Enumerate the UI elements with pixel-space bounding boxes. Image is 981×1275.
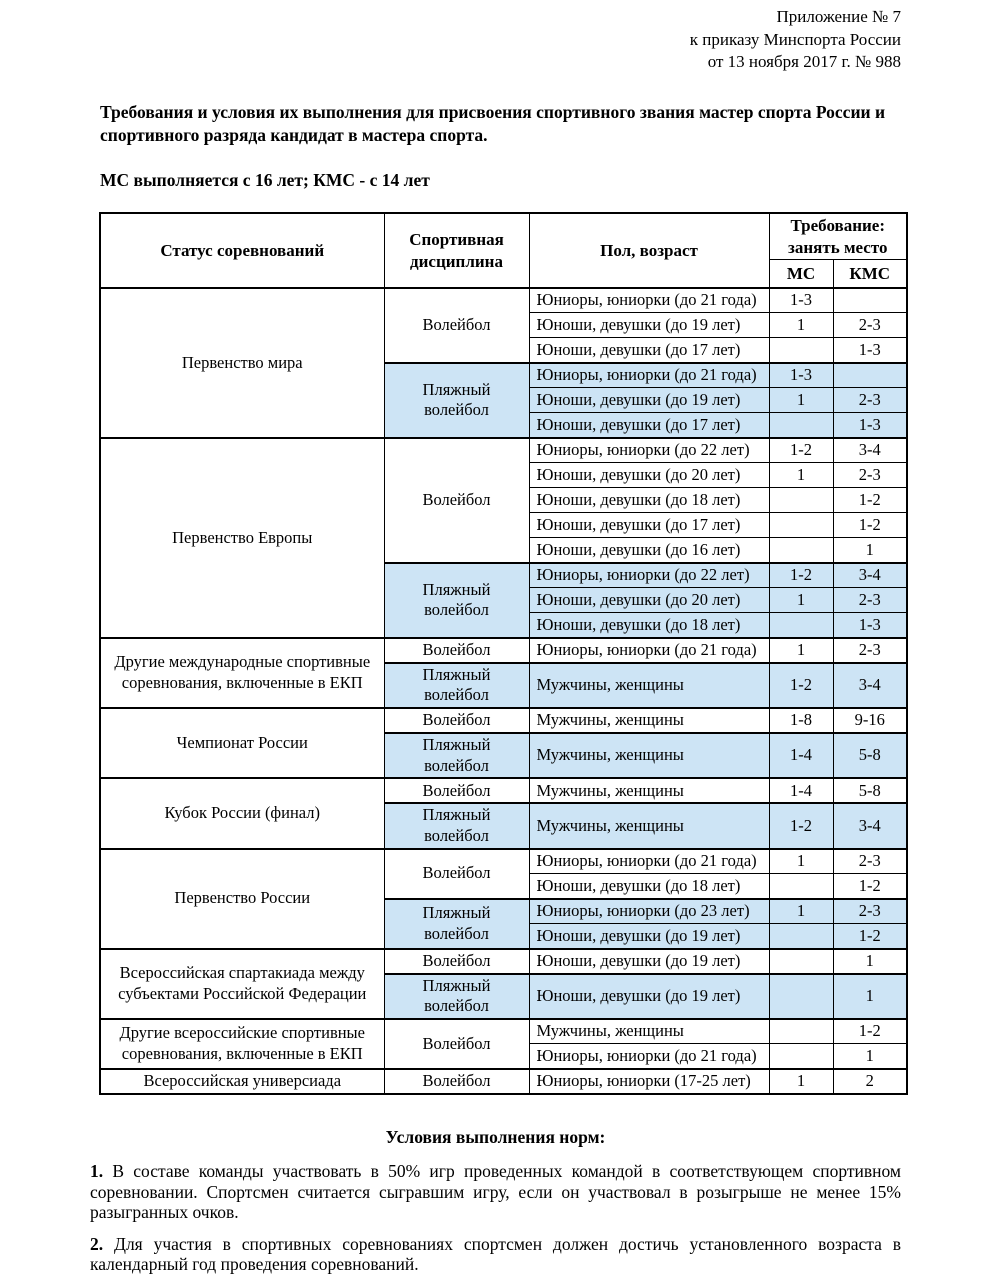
gender-age-cell: Юноши, девушки (до 19 лет) <box>529 388 769 413</box>
kms-place-cell: 5-8 <box>833 733 907 778</box>
gender-age-cell: Юниоры, юниорки (до 21 года) <box>529 849 769 874</box>
table-header <box>100 213 907 288</box>
gender-age-cell: Юноши, девушки (до 19 лет) <box>529 949 769 974</box>
discipline-cell: Волейбол <box>384 638 529 663</box>
ms-place-cell <box>769 949 833 974</box>
kms-place-cell: 5-8 <box>833 778 907 803</box>
table-row <box>100 849 907 874</box>
status-cell: Первенство Европы <box>100 438 384 638</box>
conditions-list <box>90 1161 901 1275</box>
ms-place-cell: 1-2 <box>769 438 833 463</box>
gender-age-cell: Юноши, девушки (до 17 лет) <box>529 513 769 538</box>
kms-place-cell: 1-2 <box>833 924 907 949</box>
kms-place-cell: 9-16 <box>833 708 907 733</box>
kms-place-cell: 3-4 <box>833 663 907 708</box>
gender-age-cell: Юноши, девушки (до 16 лет) <box>529 538 769 563</box>
ms-place-cell <box>769 874 833 899</box>
gender-age-cell: Юноши, девушки (до 18 лет) <box>529 488 769 513</box>
kms-place-cell: 3-4 <box>833 803 907 848</box>
table-row <box>100 1069 907 1094</box>
condition-item: 2. Для участия в спортивных соревнованиях спортсмен должен достичь установленного возраста в календарный год проведения соревнований. <box>90 1233 901 1275</box>
ms-place-cell <box>769 338 833 363</box>
gender-age-cell: Юниоры, юниорки (до 21 года) <box>529 1044 769 1069</box>
document-header-reference <box>90 6 901 74</box>
kms-place-cell: 3-4 <box>833 438 907 463</box>
kms-place-cell: 2-3 <box>833 588 907 613</box>
ms-place-cell: 1 <box>769 463 833 488</box>
ms-place-cell <box>769 1044 833 1069</box>
ms-place-cell: 1 <box>769 899 833 924</box>
status-cell: Другие всероссийские спортивные соревнования, включенные в ЕКП <box>100 1019 384 1069</box>
requirements-table <box>99 212 908 1095</box>
ms-place-cell: 1-2 <box>769 803 833 848</box>
discipline-cell: Волейбол <box>384 438 529 563</box>
col-header-kms: КМС <box>833 259 907 288</box>
col-header-gender-age: Пол, возраст <box>529 213 769 288</box>
discipline-cell: Пляжный волейбол <box>384 899 529 949</box>
gender-age-cell: Юноши, девушки (до 20 лет) <box>529 463 769 488</box>
status-cell: Другие международные спортивные соревнования, включенные в ЕКП <box>100 638 384 708</box>
ms-place-cell: 1-4 <box>769 778 833 803</box>
table-row <box>100 778 907 803</box>
ms-place-cell <box>769 413 833 438</box>
kms-place-cell: 2-3 <box>833 388 907 413</box>
gender-age-cell: Юниоры, юниорки (до 21 года) <box>529 288 769 313</box>
ms-place-cell <box>769 538 833 563</box>
table-row <box>100 638 907 663</box>
gender-age-cell: Юноши, девушки (до 19 лет) <box>529 974 769 1019</box>
ms-place-cell: 1 <box>769 388 833 413</box>
gender-age-cell: Юноши, девушки (до 17 лет) <box>529 338 769 363</box>
gender-age-cell: Юниоры, юниорки (до 22 лет) <box>529 563 769 588</box>
kms-place-cell: 1-2 <box>833 513 907 538</box>
gender-age-cell: Юниоры, юниорки (до 21 года) <box>529 638 769 663</box>
ms-place-cell: 1-3 <box>769 288 833 313</box>
discipline-cell: Волейбол <box>384 778 529 803</box>
requirements-table-body <box>100 288 907 1094</box>
col-header-requirement: Требование: занять место <box>769 213 907 259</box>
gender-age-cell: Мужчины, женщины <box>529 778 769 803</box>
kms-place-cell: 1 <box>833 538 907 563</box>
gender-age-cell: Юниоры, юниорки (до 22 лет) <box>529 438 769 463</box>
ms-place-cell: 1-3 <box>769 363 833 388</box>
ms-place-cell: 1-2 <box>769 563 833 588</box>
gender-age-cell: Юниоры, юниорки (до 21 года) <box>529 363 769 388</box>
discipline-cell: Пляжный волейбол <box>384 733 529 778</box>
kms-place-cell: 2-3 <box>833 899 907 924</box>
gender-age-cell: Юноши, девушки (до 18 лет) <box>529 613 769 638</box>
kms-place-cell: 2-3 <box>833 313 907 338</box>
ms-place-cell <box>769 488 833 513</box>
conditions-section <box>90 1127 901 1275</box>
gender-age-cell: Мужчины, женщины <box>529 1019 769 1044</box>
discipline-cell: Волейбол <box>384 708 529 733</box>
kms-place-cell: 1-3 <box>833 613 907 638</box>
col-header-discipline: Спортивная дисциплина <box>384 213 529 288</box>
discipline-cell: Пляжный волейбол <box>384 974 529 1019</box>
gender-age-cell: Мужчины, женщины <box>529 733 769 778</box>
gender-age-cell: Юноши, девушки (до 17 лет) <box>529 413 769 438</box>
discipline-cell: Пляжный волейбол <box>384 803 529 848</box>
discipline-cell: Волейбол <box>384 288 529 363</box>
discipline-cell: Волейбол <box>384 949 529 974</box>
table-row <box>100 1019 907 1044</box>
gender-age-cell: Юниоры, юниорки (17-25 лет) <box>529 1069 769 1094</box>
ms-place-cell: 1 <box>769 849 833 874</box>
discipline-cell: Пляжный волейбол <box>384 663 529 708</box>
status-cell: Всероссийская спартакиада между субъектами Российской Федерации <box>100 949 384 1019</box>
conditions-title: Условия выполнения норм: <box>385 1126 606 1147</box>
ms-place-cell: 1 <box>769 588 833 613</box>
ms-place-cell <box>769 613 833 638</box>
gender-age-cell: Мужчины, женщины <box>529 803 769 848</box>
age-requirement-note: МС выполняется с 16 лет; КМС - с 14 лет <box>100 170 430 191</box>
table-row <box>100 288 907 313</box>
status-cell: Чемпионат России <box>100 708 384 778</box>
col-header-ms: МС <box>769 259 833 288</box>
condition-number: 2. <box>90 1233 104 1254</box>
ms-place-cell: 1-2 <box>769 663 833 708</box>
gender-age-cell: Юниоры, юниорки (до 23 лет) <box>529 899 769 924</box>
status-cell: Первенство мира <box>100 288 384 438</box>
table-header-row-1 <box>100 213 907 259</box>
discipline-cell: Волейбол <box>384 1069 529 1094</box>
gender-age-cell: Юноши, девушки (до 19 лет) <box>529 313 769 338</box>
discipline-cell: Волейбол <box>384 849 529 899</box>
kms-place-cell: 1-3 <box>833 413 907 438</box>
kms-place-cell <box>833 363 907 388</box>
ms-place-cell: 1-4 <box>769 733 833 778</box>
status-cell: Кубок России (финал) <box>100 778 384 848</box>
status-cell: Первенство России <box>100 849 384 949</box>
kms-place-cell: 1 <box>833 1044 907 1069</box>
condition-number: 1. <box>90 1160 104 1181</box>
kms-place-cell: 1-2 <box>833 874 907 899</box>
kms-place-cell: 1 <box>833 949 907 974</box>
status-cell: Всероссийская универсиада <box>100 1069 384 1094</box>
ms-place-cell <box>769 1019 833 1044</box>
kms-place-cell <box>833 288 907 313</box>
kms-place-cell: 2-3 <box>833 849 907 874</box>
table-row <box>100 949 907 974</box>
ms-place-cell <box>769 974 833 1019</box>
kms-place-cell: 1-2 <box>833 1019 907 1044</box>
ms-place-cell <box>769 924 833 949</box>
document-title: Требования и условия их выполнения для присвоения спортивного звания мастер спорта России и спортивного разряда кандидат в мастера спорта. <box>100 101 886 146</box>
kms-place-cell: 1-3 <box>833 338 907 363</box>
discipline-cell: Волейбол <box>384 1019 529 1069</box>
kms-place-cell: 2-3 <box>833 463 907 488</box>
kms-place-cell: 2 <box>833 1069 907 1094</box>
ms-place-cell: 1 <box>769 313 833 338</box>
table-row <box>100 438 907 463</box>
header-reference-line-1: Приложение № 7 <box>776 7 901 26</box>
kms-place-cell: 2-3 <box>833 638 907 663</box>
kms-place-cell: 1 <box>833 974 907 1019</box>
ms-place-cell: 1 <box>769 638 833 663</box>
gender-age-cell: Мужчины, женщины <box>529 708 769 733</box>
ms-place-cell: 1-8 <box>769 708 833 733</box>
kms-place-cell: 1-2 <box>833 488 907 513</box>
gender-age-cell: Мужчины, женщины <box>529 663 769 708</box>
kms-place-cell: 3-4 <box>833 563 907 588</box>
gender-age-cell: Юноши, девушки (до 19 лет) <box>529 924 769 949</box>
header-reference-line-2: к приказу Минспорта России <box>689 29 901 49</box>
col-header-status: Статус соревнований <box>100 213 384 288</box>
gender-age-cell: Юноши, девушки (до 20 лет) <box>529 588 769 613</box>
gender-age-cell: Юноши, девушки (до 18 лет) <box>529 874 769 899</box>
ms-place-cell: 1 <box>769 1069 833 1094</box>
ms-place-cell <box>769 513 833 538</box>
table-row <box>100 708 907 733</box>
discipline-cell: Пляжный волейбол <box>384 563 529 638</box>
condition-item: 1. В составе команды участвовать в 50% игр проведенных командой в соответствующем спортивном соревновании. Спортсмен считается сыгравшим игру, если он участвовал в розыгрыше не менее 15% разыгранных очков. <box>90 1160 901 1223</box>
header-reference-line-3: от 13 ноября 2017 г. № 988 <box>707 52 901 72</box>
discipline-cell: Пляжный волейбол <box>384 363 529 438</box>
